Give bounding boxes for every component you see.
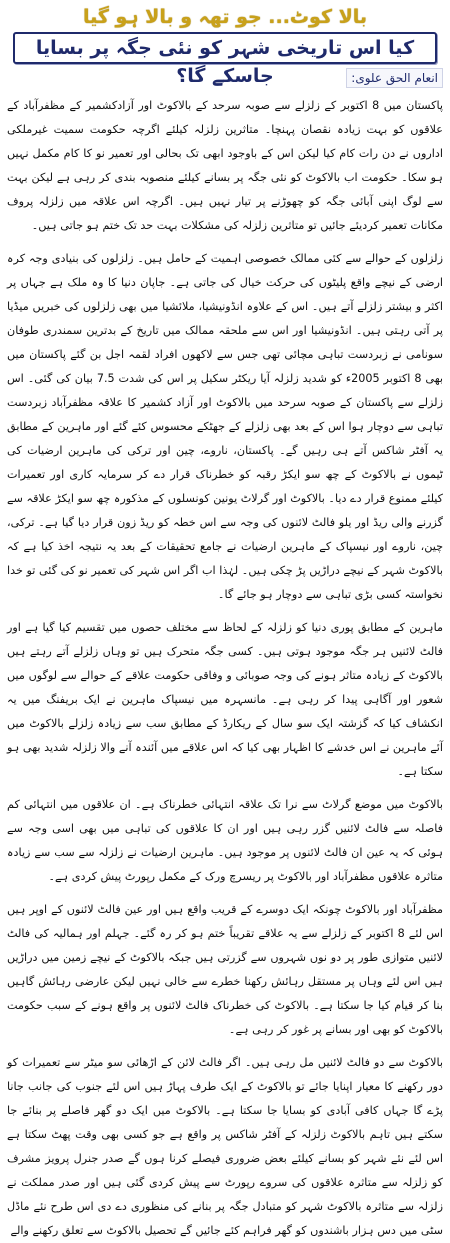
- paragraph-4: بالاکوٹ میں موضع گرلاٹ سے نرا تک علاقہ انتہائی خطرناک ہے۔ ان علاقوں میں انتہائی کم فاصلہ سے فالٹ لائنیں گزر رہی ہیں اور ان کا علاقوں کی تباہی میں بھی اسی وجہ سے ہوئی کہ یہ عین ان فالٹ لائنوں پر موجود ہیں۔ ماہرین ارضیات نے زلزلہ سے سب سے زیادہ متاثرہ علاقوں مظفرآباد اور بالاکوٹ پر ریسرچ ورک کے مکمل رپورٹ پیش کردی ہے۔: [7, 798, 443, 883]
- paragraph-3: ماہرین کے مطابق پوری دنیا کو زلزلہ کے لحاظ سے مختلف حصوں میں تقسیم کیا گیا ہے اور فالٹ لائنیں ہر جگہ موجود ہوتی ہیں۔ کسی جگہ متحرک ہیں تو وہاں زلزلے آتے رہتے ہیں بالاکوٹ کے زیادہ متاثر ہونے کی وجہ صوبائی و وفاقی حکومت علاقے کے حوالے سے لوگوں میں شعور اور آگاہی پیدا کر رہی ہے۔ مانسہرہ میں نیسپاک ماہرین نے ایک بریفنگ میں یہ انکشاف کیا کہ گزشتہ ایک سو سال کے ریکارڈ کے مطابق سب سے زیادہ زلزلے بالاکوٹ میں آئے ماہرین نے اس خدشے کا اظہار بھی کیا کہ اس علاقے میں آئندہ آنے والا زلزلہ شدید بھی ہو سکتا ہے۔: [7, 621, 443, 778]
- paragraph-5: مظفرآباد اور بالاکوٹ چونکہ ایک دوسرے کے قریب واقع ہیں اور عین فالٹ لائنوں کے اوپر ہیں اس لئے 8 اکتوبر کے زلزلے سے یہ علاقے تقریباً ختم ہو کر رہ گئے۔ جہلم اور ہمالیہ کی فالٹ لائنیں متوازی طور پر دو نوں شہروں سے گزرتی ہیں جبکہ بالاکوٹ کے نیچے زمین میں دراڑیں ہیں اس لئے وہاں پر مستقل رہائش رکھنا خطرے سے خالی نہیں لیکن عارضی رہائش گاہیں بنا کر قیام کیا جا سکتا ہے۔ بالاکوٹ کی خطرناک فالٹ لائنوں پر واقع ہونے کے سبب حکومت بالاکوٹ کو بھی اور بسانے پر غور کر رہی ہے۔: [7, 903, 443, 1036]
- article-kicker: بالا کوٹ... جو تھہ و بالا ہو گیا: [82, 6, 368, 28]
- article-headline: کیا اس تاریخی شہر کو نئی جگہ پر بسایا جاسکے گا؟: [13, 32, 437, 64]
- author-byline: انعام الحق علوی:: [346, 68, 443, 88]
- paragraph-1: پاکستان میں 8 اکتوبر کے زلزلے سے صوبہ سرحد کے بالاکوٹ اور آزادکشمیر کے مظفرآباد کے علاقوں کو بہت زیادہ نقصان پہنچا۔ متاثرین زلزلہ کیلئے اگرچہ حکومت سمیت غیرملکی اداروں نے دن رات کام کیا لیکن اس کے باوجود ابھی تک بحالی اور تعمیر نو کا کام مکمل نہیں ہو سکا۔ حکومت اب بالاکوٹ کو نئی جگہ پر بسانے کیلئے منصوبہ بندی کر رہی ہے لیکن بہت سے لوگ اپنی آبائی جگہ کو چھوڑنے پر تیار نہیں ہیں۔ اگرچہ اس علاقہ میں زلزلہ پروف مکانات تعمیر کردیئے جائیں تو متاثرین زلزلہ کی مشکلات بہت حد تک ختم ہو جاتی ہیں۔: [7, 99, 443, 232]
- paragraph-2: زلزلوں کے حوالے سے کئی ممالک خصوصی اہمیت کے حامل ہیں۔ زلزلوں کی بنیادی وجہ کرہ ارضی کے نیچے واقع پلیٹوں کی حرکت خیال کی جاتی ہے۔ جاپان دنیا کا وہ ملک ہے جہاں پر اکثر و بیشتر زلزلے آتے ہیں۔ اس کے علاوہ انڈونیشیا، ملائشیا میں بھی زلزلوں کی خبریں میڈیا پر آتی رہتی ہیں۔ انڈونیشیا اور اس سے ملحقہ ممالک میں تاریخ کے بدترین سمندری طوفان سونامی نے زبردست تباہی مچائی تھی جس سے لاکھوں افراد لقمہ اجل بن گئے پاکستان میں بھی 8 اکتوبر 2005ء کو شدید زلزلہ آیا ریکٹر سکیل پر اس کی شدت 7.5 بیان کی گئی۔ اس زلزلے سے پاکستان کے صوبہ سرحد میں بالاکوٹ اور آزاد کشمیر کا علاقہ مظفرآباد زبردست تباہی سے دوچار ہوا اس کے بعد بھی زلزلے کے جھٹکے محسوس کئے گئے اور ماہرین کے مطابق یہ آفٹر شاکس آتے ہی رہیں گے۔ پاکستان، ناروے، چین اور ترکی کی ماہرین ارضیات کی ٹیموں نے بالاکوٹ کے چھ سو ایکڑ رقبہ کو خطرناک قرار دے کر سرمایہ کاری اور تعمیرات کیلئے ممنوع قرار دے دیا۔ بالاکوٹ اور گرلاٹ یونین کونسلوں کے مذکورہ چھ سو ایکڑ علاقہ سے گزرنے والی ریڈ اور یلو فالٹ لائنوں کی وجہ سے اس خطہ کو ریڈ زون قرار دیا گیا ہے۔ ترکی، چین، ناروے اور نیسپاک کے ماہرین ارضیات نے جامع تحقیقات کے بعد یہ نتیجہ اخذ کیا ہے کہ بالاکوٹ شہر کے نیچے دراڑیں پڑ چکی ہیں۔ لہٰذا اب اگر اس شہر کی تعمیر نو کی گئی تو خدا نخواستہ کسی بڑی تباہی سے دوچار ہو جائے گا۔: [7, 252, 443, 601]
- article-body: [7, 94, 443, 1243]
- paragraph-6: بالاکوٹ سے دو فالٹ لائنیں مل رہی ہیں۔ اگر فالٹ لائن کے اڑھائی سو میٹر سے تعمیرات کو دور رکھنے کا معیار اپنایا جائے تو بالاکوٹ کے ایک طرف پہاڑ ہیں اس لئے جنوب کی جانب جانا پڑے گا جہاں کافی آبادی کو بسایا جا سکتا ہے۔ بالاکوٹ میں ایک دو گھر فاصلے پر بنائے جا سکتے ہیں تاہم بالاکوٹ زلزلہ کے آفٹر شاکس پر واقع ہے جو کسی بھی وقت پھٹ سکتا ہے اس لئے نئے شہر کو بسانے کیلئے بعض ضروری فیصلے کرنا ہوں گے صدر جنرل پرویز مشرف کو زلزلہ سے متاثرہ علاقوں کی سروے رپورٹ سے پیش کردی گئی ہیں اور صدر مملکت نے زلزلہ سے متاثرہ بالاکوٹ شہر کو متبادل جگہ پر بنانے کی منظوری دے دی اس طرح نئے ماڈل سٹی میں دس ہزار باشندوں کو گھر فراہم کئے جائیں گے تحصیل بالاکوٹ سے تعلق رکھنے والے: [7, 1056, 443, 1237]
